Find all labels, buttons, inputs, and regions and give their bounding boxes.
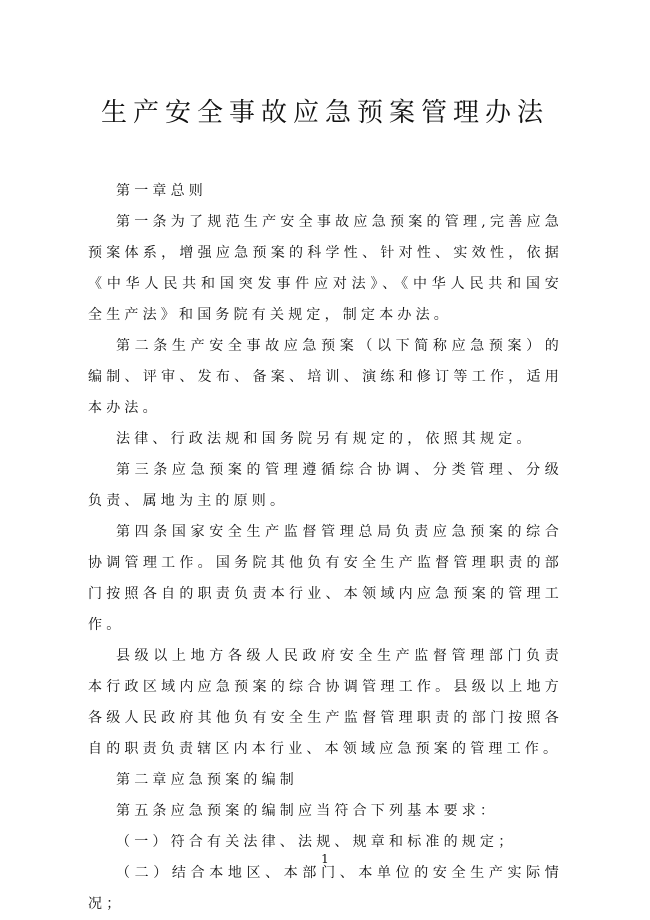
chapter-heading: 第二章应急预案的编制 xyxy=(116,772,298,788)
paragraph: 第四条国家安全生产监督管理总局负责应急预案的综合协调管理工作。国务院其他负有安全生产监督管理职责的部门按照各自的职责负责本行业、本领域内应急预案的管理工作。 xyxy=(88,524,563,633)
paragraph: 县级以上地方各级人民政府安全生产监督管理部门负责本行政区域内应急预案的综合协调管理工作。县级以上地方各级人民政府其他负有安全生产监督管理职责的部门按照各自的职责负责辖区内本行业、本领域应急预案的管理工作。 xyxy=(88,648,563,757)
paragraph: 第二条生产安全事故应急预案（以下简称应急预案）的编制、评审、发布、备案、培训、演练和修订等工作，适用本办法。 xyxy=(88,338,563,416)
list-item: （一）符合有关法律、法规、规章和标准的规定； xyxy=(116,834,517,850)
document-body xyxy=(88,176,563,920)
paragraph: 第五条应急预案的编制应当符合下列基本要求： xyxy=(116,803,499,819)
paragraph: 第三条应急预案的管理遵循综合协调、分类管理、分级负责、属地为主的原则。 xyxy=(88,462,563,509)
document-title: 生产安全事故应急预案管理办法 xyxy=(100,98,549,128)
paragraph: 法律、行政法规和国务院另有规定的，依照其规定。 xyxy=(116,431,535,447)
chapter-heading: 第一章总则 xyxy=(116,183,207,199)
paragraph: 第一条为了规范生产安全事故应急预案的管理,完善应急预案体系，增强应急预案的科学性、针对性、实效性，依据《中华人民共和国突发事件应对法》、《中华人民共和国安全生产法》和国务院有关规定，制定本办法。 xyxy=(88,214,563,323)
list-item: （二）结合本地区、本部门、本单位的安全生产实际情况； xyxy=(88,865,563,912)
page-number: 1 xyxy=(321,852,329,866)
